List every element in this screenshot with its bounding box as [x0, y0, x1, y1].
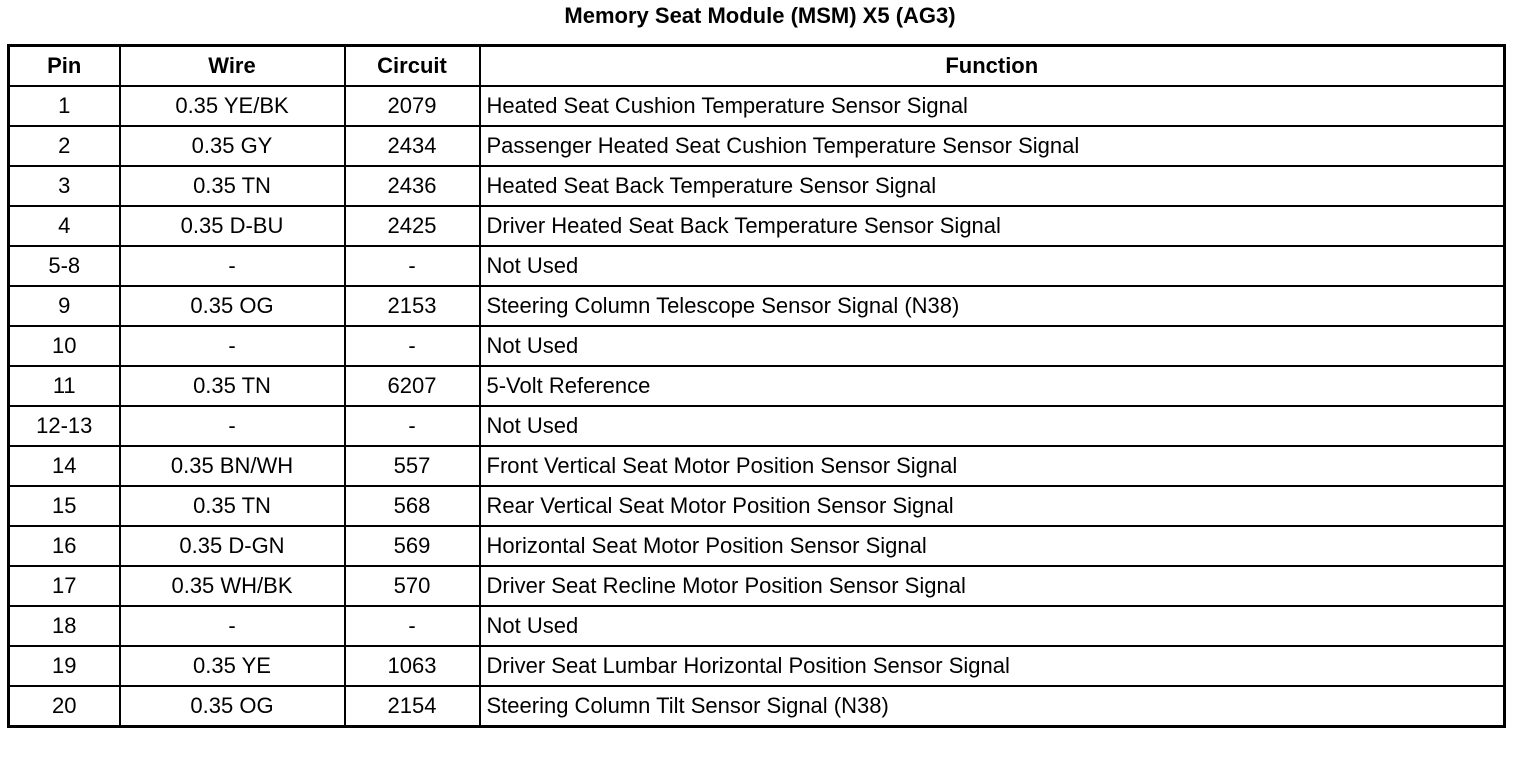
circuit-cell: 2079 — [345, 86, 480, 126]
pin-cell: 17 — [9, 566, 120, 606]
function-cell: Driver Heated Seat Back Temperature Sensor Signal — [480, 206, 1505, 246]
circuit-cell: 569 — [345, 526, 480, 566]
table-row — [9, 646, 1505, 686]
wire-cell: 0.35 D-BU — [120, 206, 345, 246]
function-cell: Rear Vertical Seat Motor Position Sensor Signal — [480, 486, 1505, 526]
page-title: Memory Seat Module (MSM) X5 (AG3) — [564, 3, 956, 28]
pin-cell: 12-13 — [9, 406, 120, 446]
table-row — [9, 606, 1505, 646]
pin-cell: 4 — [9, 206, 120, 246]
wire-cell: - — [120, 246, 345, 286]
function-column-header: Function — [480, 46, 1505, 87]
pin-cell: 10 — [9, 326, 120, 366]
wire-cell: 0.35 BN/WH — [120, 446, 345, 486]
wire-cell: 0.35 WH/BK — [120, 566, 345, 606]
pin-cell: 19 — [9, 646, 120, 686]
pin-cell: 16 — [9, 526, 120, 566]
circuit-cell: 6207 — [345, 366, 480, 406]
circuit-cell: - — [345, 606, 480, 646]
wire-cell: 0.35 GY — [120, 126, 345, 166]
wire-cell: 0.35 YE — [120, 646, 345, 686]
function-cell: Not Used — [480, 606, 1505, 646]
function-cell: Steering Column Telescope Sensor Signal (N38) — [480, 286, 1505, 326]
table-row — [9, 406, 1505, 446]
table-row — [9, 566, 1505, 606]
circuit-cell: 2153 — [345, 286, 480, 326]
wire-cell: 0.35 OG — [120, 286, 345, 326]
function-cell: Driver Seat Lumbar Horizontal Position Sensor Signal — [480, 646, 1505, 686]
pin-cell: 15 — [9, 486, 120, 526]
table-row — [9, 486, 1505, 526]
circuit-cell: - — [345, 246, 480, 286]
table-row — [9, 326, 1505, 366]
circuit-cell: 2434 — [345, 126, 480, 166]
wire-cell: 0.35 YE/BK — [120, 86, 345, 126]
circuit-cell: - — [345, 326, 480, 366]
circuit-cell: 570 — [345, 566, 480, 606]
pin-cell: 14 — [9, 446, 120, 486]
table-row — [9, 366, 1505, 406]
function-cell: Heated Seat Cushion Temperature Sensor Signal — [480, 86, 1505, 126]
function-cell: Steering Column Tilt Sensor Signal (N38) — [480, 686, 1505, 727]
pin-cell: 2 — [9, 126, 120, 166]
function-cell: Passenger Heated Seat Cushion Temperature Sensor Signal — [480, 126, 1505, 166]
table-header-row — [9, 46, 1505, 87]
wire-cell: - — [120, 606, 345, 646]
pin-cell: 11 — [9, 366, 120, 406]
wire-cell: 0.35 TN — [120, 166, 345, 206]
pin-cell: 1 — [9, 86, 120, 126]
function-cell: Not Used — [480, 326, 1505, 366]
table-row — [9, 86, 1505, 126]
table-row — [9, 286, 1505, 326]
pin-column-header: Pin — [9, 46, 120, 87]
wire-cell: 0.35 TN — [120, 366, 345, 406]
circuit-cell: 557 — [345, 446, 480, 486]
wire-cell: 0.35 D-GN — [120, 526, 345, 566]
wire-cell: - — [120, 326, 345, 366]
circuit-cell: 2154 — [345, 686, 480, 727]
function-cell: Horizontal Seat Motor Position Sensor Signal — [480, 526, 1505, 566]
function-cell: Driver Seat Recline Motor Position Sensor Signal — [480, 566, 1505, 606]
table-row — [9, 246, 1505, 286]
function-cell: Not Used — [480, 246, 1505, 286]
wire-column-header: Wire — [120, 46, 345, 87]
pin-cell: 3 — [9, 166, 120, 206]
function-cell: Front Vertical Seat Motor Position Sensor Signal — [480, 446, 1505, 486]
table-row — [9, 526, 1505, 566]
circuit-cell: 2425 — [345, 206, 480, 246]
table-row — [9, 686, 1505, 727]
circuit-cell: 568 — [345, 486, 480, 526]
wire-cell: 0.35 OG — [120, 686, 345, 727]
circuit-column-header: Circuit — [345, 46, 480, 87]
circuit-cell: - — [345, 406, 480, 446]
pin-cell: 18 — [9, 606, 120, 646]
wire-cell: 0.35 TN — [120, 486, 345, 526]
table-row — [9, 166, 1505, 206]
function-cell: 5-Volt Reference — [480, 366, 1505, 406]
pin-cell: 5-8 — [9, 246, 120, 286]
connector-pinout-table — [7, 44, 1506, 728]
pin-cell: 20 — [9, 686, 120, 727]
circuit-cell: 1063 — [345, 646, 480, 686]
pin-cell: 9 — [9, 286, 120, 326]
circuit-cell: 2436 — [345, 166, 480, 206]
function-cell: Heated Seat Back Temperature Sensor Signal — [480, 166, 1505, 206]
function-cell: Not Used — [480, 406, 1505, 446]
table-row — [9, 206, 1505, 246]
table-row — [9, 126, 1505, 166]
table-row — [9, 446, 1505, 486]
wire-cell: - — [120, 406, 345, 446]
